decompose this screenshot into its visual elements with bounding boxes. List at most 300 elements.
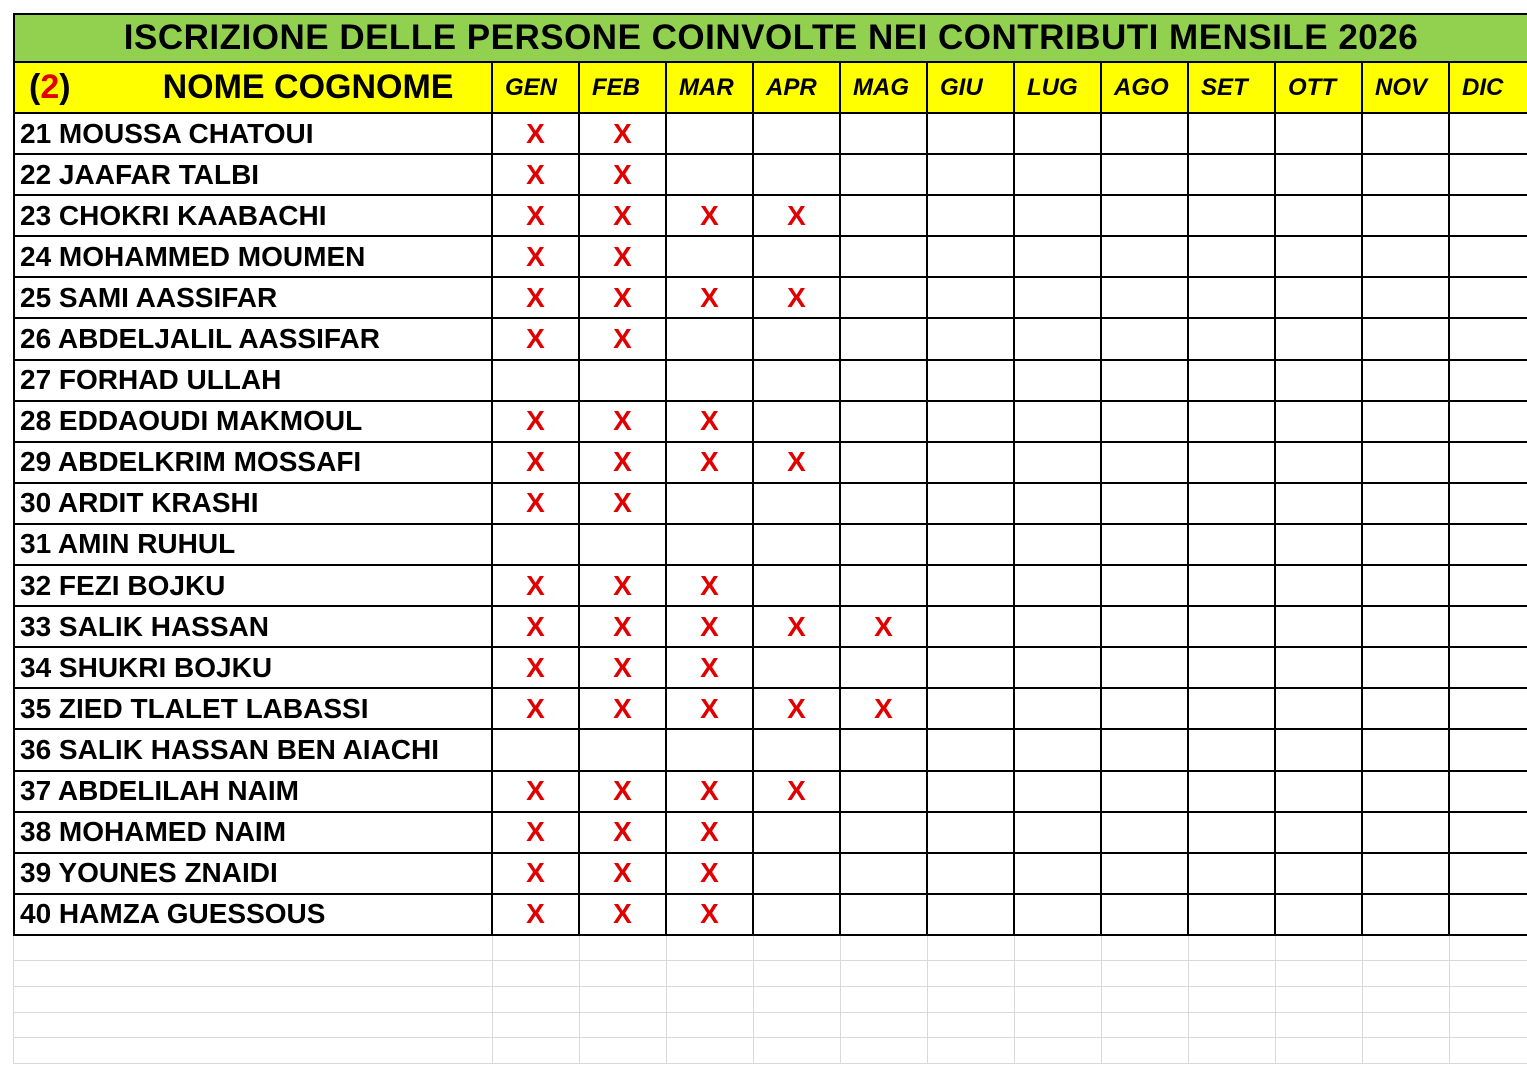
member-name-cell[interactable]: 35 ZIED TLALET LABASSI (13, 689, 493, 730)
month-cell-mar[interactable] (667, 648, 754, 689)
month-cell-ott[interactable] (1276, 772, 1363, 813)
month-cell-apr[interactable] (754, 895, 841, 936)
empty-cell[interactable] (1363, 1038, 1450, 1064)
month-cell-lug[interactable] (1015, 114, 1102, 155)
month-header-gen[interactable]: GEN (493, 63, 580, 114)
month-cell-nov[interactable] (1363, 730, 1450, 771)
month-cell-gen[interactable] (493, 772, 580, 813)
month-header-nov[interactable]: NOV (1363, 63, 1450, 114)
empty-cell[interactable] (841, 961, 928, 987)
empty-cell[interactable] (754, 936, 841, 962)
empty-cell[interactable] (928, 961, 1015, 987)
empty-cell[interactable] (580, 1013, 667, 1039)
month-cell-ott[interactable] (1276, 237, 1363, 278)
month-cell-gen[interactable] (493, 525, 580, 566)
member-name-cell[interactable]: 27 FORHAD ULLAH (13, 361, 493, 402)
month-cell-ago[interactable] (1102, 525, 1189, 566)
month-cell-nov[interactable] (1363, 237, 1450, 278)
month-cell-ott[interactable] (1276, 854, 1363, 895)
month-cell-ott[interactable] (1276, 484, 1363, 525)
month-cell-ago[interactable] (1102, 319, 1189, 360)
month-cell-mar[interactable] (667, 730, 754, 771)
month-cell-ago[interactable] (1102, 155, 1189, 196)
empty-cell[interactable] (1102, 961, 1189, 987)
month-cell-feb[interactable] (580, 361, 667, 402)
month-cell-gen[interactable] (493, 319, 580, 360)
month-cell-feb[interactable] (580, 895, 667, 936)
empty-cell[interactable] (1189, 1013, 1276, 1039)
month-cell-ott[interactable] (1276, 895, 1363, 936)
empty-cell[interactable] (754, 1038, 841, 1064)
month-cell-mar[interactable] (667, 196, 754, 237)
month-cell-dic[interactable] (1450, 155, 1527, 196)
month-cell-mag[interactable] (841, 114, 928, 155)
month-cell-dic[interactable] (1450, 813, 1527, 854)
month-cell-gen[interactable] (493, 443, 580, 484)
month-cell-gen[interactable] (493, 648, 580, 689)
name-column-header[interactable] (13, 63, 493, 114)
month-cell-ago[interactable] (1102, 402, 1189, 443)
empty-cell[interactable] (13, 1038, 493, 1064)
month-cell-giu[interactable] (928, 443, 1015, 484)
month-cell-lug[interactable] (1015, 772, 1102, 813)
month-cell-nov[interactable] (1363, 196, 1450, 237)
month-cell-nov[interactable] (1363, 566, 1450, 607)
month-cell-set[interactable] (1189, 566, 1276, 607)
member-name-cell[interactable]: 38 MOHAMED NAIM (13, 813, 493, 854)
month-cell-lug[interactable] (1015, 730, 1102, 771)
month-cell-apr[interactable] (754, 155, 841, 196)
month-cell-lug[interactable] (1015, 155, 1102, 196)
month-cell-dic[interactable] (1450, 237, 1527, 278)
month-cell-apr[interactable] (754, 114, 841, 155)
empty-cell[interactable] (667, 936, 754, 962)
month-cell-nov[interactable] (1363, 895, 1450, 936)
month-cell-ago[interactable] (1102, 607, 1189, 648)
month-cell-lug[interactable] (1015, 566, 1102, 607)
month-cell-nov[interactable] (1363, 648, 1450, 689)
month-cell-apr[interactable] (754, 319, 841, 360)
month-cell-giu[interactable] (928, 648, 1015, 689)
empty-cell[interactable] (754, 987, 841, 1013)
month-cell-feb[interactable] (580, 772, 667, 813)
month-cell-dic[interactable] (1450, 854, 1527, 895)
month-cell-ago[interactable] (1102, 443, 1189, 484)
month-cell-mag[interactable] (841, 484, 928, 525)
month-cell-feb[interactable] (580, 730, 667, 771)
empty-cell[interactable] (13, 936, 493, 962)
month-cell-feb[interactable] (580, 196, 667, 237)
month-cell-nov[interactable] (1363, 525, 1450, 566)
month-cell-set[interactable] (1189, 484, 1276, 525)
month-header-giu[interactable]: GIU (928, 63, 1015, 114)
month-cell-lug[interactable] (1015, 484, 1102, 525)
month-cell-ago[interactable] (1102, 813, 1189, 854)
month-cell-giu[interactable] (928, 895, 1015, 936)
month-cell-gen[interactable] (493, 361, 580, 402)
empty-cell[interactable] (1189, 987, 1276, 1013)
month-cell-mag[interactable] (841, 525, 928, 566)
month-cell-lug[interactable] (1015, 854, 1102, 895)
month-cell-feb[interactable] (580, 854, 667, 895)
empty-cell[interactable] (493, 1038, 580, 1064)
month-cell-ago[interactable] (1102, 484, 1189, 525)
month-cell-dic[interactable] (1450, 566, 1527, 607)
month-cell-ago[interactable] (1102, 278, 1189, 319)
empty-cell[interactable] (1450, 1013, 1527, 1039)
month-cell-nov[interactable] (1363, 772, 1450, 813)
empty-cell[interactable] (1276, 1038, 1363, 1064)
month-cell-feb[interactable] (580, 237, 667, 278)
month-cell-set[interactable] (1189, 895, 1276, 936)
month-cell-ott[interactable] (1276, 730, 1363, 771)
month-cell-set[interactable] (1189, 402, 1276, 443)
month-cell-ago[interactable] (1102, 196, 1189, 237)
month-cell-giu[interactable] (928, 854, 1015, 895)
month-cell-feb[interactable] (580, 484, 667, 525)
empty-cell[interactable] (667, 1038, 754, 1064)
month-cell-giu[interactable] (928, 319, 1015, 360)
month-cell-feb[interactable] (580, 525, 667, 566)
empty-cell[interactable] (754, 961, 841, 987)
month-cell-ott[interactable] (1276, 155, 1363, 196)
member-name-cell[interactable]: 28 EDDAOUDI MAKMOUL (13, 402, 493, 443)
month-cell-apr[interactable] (754, 730, 841, 771)
empty-cell[interactable] (1015, 1038, 1102, 1064)
month-cell-mar[interactable] (667, 689, 754, 730)
month-cell-gen[interactable] (493, 155, 580, 196)
month-cell-mar[interactable] (667, 361, 754, 402)
month-cell-set[interactable] (1189, 278, 1276, 319)
month-cell-mar[interactable] (667, 772, 754, 813)
empty-cell[interactable] (1450, 1038, 1527, 1064)
empty-cell[interactable] (928, 987, 1015, 1013)
month-cell-feb[interactable] (580, 813, 667, 854)
month-cell-mar[interactable] (667, 484, 754, 525)
month-cell-ott[interactable] (1276, 813, 1363, 854)
month-cell-lug[interactable] (1015, 361, 1102, 402)
sheet-title[interactable]: ISCRIZIONE DELLE PERSONE COINVOLTE NEI CONTRIBUTI MENSILE 2026 (13, 13, 1527, 63)
month-cell-nov[interactable] (1363, 443, 1450, 484)
month-cell-mag[interactable] (841, 237, 928, 278)
month-cell-nov[interactable] (1363, 319, 1450, 360)
month-cell-apr[interactable] (754, 607, 841, 648)
month-cell-giu[interactable] (928, 484, 1015, 525)
month-cell-dic[interactable] (1450, 196, 1527, 237)
month-cell-set[interactable] (1189, 813, 1276, 854)
empty-cell[interactable] (580, 936, 667, 962)
month-cell-lug[interactable] (1015, 648, 1102, 689)
month-cell-apr[interactable] (754, 443, 841, 484)
month-cell-gen[interactable] (493, 607, 580, 648)
empty-cell[interactable] (754, 1013, 841, 1039)
empty-cell[interactable] (841, 1038, 928, 1064)
month-cell-nov[interactable] (1363, 114, 1450, 155)
month-cell-set[interactable] (1189, 361, 1276, 402)
member-name-cell[interactable]: 37 ABDELILAH NAIM (13, 772, 493, 813)
member-name-cell[interactable]: 31 AMIN RUHUL (13, 525, 493, 566)
empty-cell[interactable] (493, 987, 580, 1013)
month-cell-mag[interactable] (841, 402, 928, 443)
month-cell-set[interactable] (1189, 525, 1276, 566)
month-cell-lug[interactable] (1015, 895, 1102, 936)
member-name-cell[interactable]: 22 JAAFAR TALBI (13, 155, 493, 196)
empty-cell[interactable] (1102, 1038, 1189, 1064)
empty-cell[interactable] (667, 961, 754, 987)
empty-cell[interactable] (1015, 936, 1102, 962)
member-name-cell[interactable]: 21 MOUSSA CHATOUI (13, 114, 493, 155)
month-header-dic[interactable]: DIC (1450, 63, 1527, 114)
month-cell-dic[interactable] (1450, 895, 1527, 936)
month-cell-mag[interactable] (841, 278, 928, 319)
member-name-cell[interactable]: 36 SALIK HASSAN BEN AIACHI (13, 730, 493, 771)
month-cell-feb[interactable] (580, 607, 667, 648)
month-cell-lug[interactable] (1015, 319, 1102, 360)
month-cell-apr[interactable] (754, 854, 841, 895)
month-cell-mag[interactable] (841, 566, 928, 607)
month-cell-ago[interactable] (1102, 566, 1189, 607)
month-cell-apr[interactable] (754, 278, 841, 319)
month-cell-ago[interactable] (1102, 895, 1189, 936)
month-cell-dic[interactable] (1450, 689, 1527, 730)
month-cell-gen[interactable] (493, 566, 580, 607)
month-cell-mag[interactable] (841, 607, 928, 648)
month-cell-gen[interactable] (493, 237, 580, 278)
month-header-mag[interactable]: MAG (841, 63, 928, 114)
month-cell-ott[interactable] (1276, 278, 1363, 319)
month-cell-dic[interactable] (1450, 114, 1527, 155)
month-cell-lug[interactable] (1015, 443, 1102, 484)
empty-cell[interactable] (1450, 936, 1527, 962)
month-cell-giu[interactable] (928, 813, 1015, 854)
empty-cell[interactable] (667, 987, 754, 1013)
month-cell-mar[interactable] (667, 402, 754, 443)
month-cell-ago[interactable] (1102, 648, 1189, 689)
month-cell-mar[interactable] (667, 443, 754, 484)
month-header-ago[interactable]: AGO (1102, 63, 1189, 114)
month-cell-mag[interactable] (841, 443, 928, 484)
month-cell-lug[interactable] (1015, 607, 1102, 648)
month-cell-ott[interactable] (1276, 443, 1363, 484)
empty-cell[interactable] (580, 987, 667, 1013)
month-cell-giu[interactable] (928, 689, 1015, 730)
month-cell-nov[interactable] (1363, 402, 1450, 443)
month-cell-ott[interactable] (1276, 114, 1363, 155)
month-cell-ott[interactable] (1276, 402, 1363, 443)
empty-cell[interactable] (841, 1013, 928, 1039)
month-cell-giu[interactable] (928, 196, 1015, 237)
empty-cell[interactable] (928, 1013, 1015, 1039)
month-cell-dic[interactable] (1450, 648, 1527, 689)
month-cell-feb[interactable] (580, 648, 667, 689)
member-name-cell[interactable]: 24 MOHAMMED MOUMEN (13, 237, 493, 278)
empty-cell[interactable] (13, 987, 493, 1013)
empty-cell[interactable] (1102, 987, 1189, 1013)
month-cell-ott[interactable] (1276, 566, 1363, 607)
month-cell-gen[interactable] (493, 689, 580, 730)
member-name-cell[interactable]: 33 SALIK HASSAN (13, 607, 493, 648)
empty-cell[interactable] (13, 961, 493, 987)
empty-cell[interactable] (493, 961, 580, 987)
month-cell-mag[interactable] (841, 813, 928, 854)
month-cell-ago[interactable] (1102, 361, 1189, 402)
month-cell-giu[interactable] (928, 114, 1015, 155)
month-cell-giu[interactable] (928, 607, 1015, 648)
month-cell-ott[interactable] (1276, 319, 1363, 360)
month-cell-apr[interactable] (754, 813, 841, 854)
month-cell-nov[interactable] (1363, 607, 1450, 648)
month-cell-mag[interactable] (841, 319, 928, 360)
month-cell-lug[interactable] (1015, 278, 1102, 319)
month-header-mar[interactable]: MAR (667, 63, 754, 114)
empty-cell[interactable] (1015, 987, 1102, 1013)
month-cell-dic[interactable] (1450, 402, 1527, 443)
month-cell-giu[interactable] (928, 237, 1015, 278)
empty-cell[interactable] (667, 1013, 754, 1039)
month-cell-feb[interactable] (580, 319, 667, 360)
month-cell-gen[interactable] (493, 402, 580, 443)
month-cell-mag[interactable] (841, 895, 928, 936)
month-cell-apr[interactable] (754, 237, 841, 278)
month-cell-ago[interactable] (1102, 730, 1189, 771)
month-cell-giu[interactable] (928, 155, 1015, 196)
month-cell-set[interactable] (1189, 196, 1276, 237)
member-name-cell[interactable]: 29 ABDELKRIM MOSSAFI (13, 443, 493, 484)
empty-cell[interactable] (1102, 1013, 1189, 1039)
month-cell-dic[interactable] (1450, 525, 1527, 566)
month-cell-mar[interactable] (667, 566, 754, 607)
month-cell-set[interactable] (1189, 155, 1276, 196)
month-cell-nov[interactable] (1363, 854, 1450, 895)
month-header-apr[interactable]: APR (754, 63, 841, 114)
month-cell-mar[interactable] (667, 155, 754, 196)
month-cell-dic[interactable] (1450, 484, 1527, 525)
member-name-cell[interactable]: 34 SHUKRI BOJKU (13, 648, 493, 689)
month-cell-feb[interactable] (580, 689, 667, 730)
empty-cell[interactable] (1015, 961, 1102, 987)
empty-cell[interactable] (1450, 961, 1527, 987)
month-cell-nov[interactable] (1363, 813, 1450, 854)
month-cell-gen[interactable] (493, 278, 580, 319)
empty-cell[interactable] (841, 936, 928, 962)
member-name-cell[interactable]: 25 SAMI AASSIFAR (13, 278, 493, 319)
month-cell-mar[interactable] (667, 114, 754, 155)
month-cell-apr[interactable] (754, 566, 841, 607)
empty-cell[interactable] (1363, 961, 1450, 987)
month-cell-dic[interactable] (1450, 319, 1527, 360)
month-cell-set[interactable] (1189, 648, 1276, 689)
empty-cell[interactable] (1276, 987, 1363, 1013)
month-cell-gen[interactable] (493, 484, 580, 525)
empty-cell[interactable] (13, 1013, 493, 1039)
month-cell-mar[interactable] (667, 237, 754, 278)
month-cell-mar[interactable] (667, 854, 754, 895)
member-name-cell[interactable]: 39 YOUNES ZNAIDI (13, 854, 493, 895)
empty-cell[interactable] (493, 936, 580, 962)
month-cell-feb[interactable] (580, 443, 667, 484)
month-cell-ago[interactable] (1102, 772, 1189, 813)
empty-cell[interactable] (1276, 1013, 1363, 1039)
month-cell-ago[interactable] (1102, 854, 1189, 895)
member-name-cell[interactable]: 30 ARDIT KRASHI (13, 484, 493, 525)
month-cell-ott[interactable] (1276, 525, 1363, 566)
empty-cell[interactable] (1363, 1013, 1450, 1039)
month-cell-nov[interactable] (1363, 689, 1450, 730)
month-cell-mag[interactable] (841, 648, 928, 689)
empty-cell[interactable] (493, 1013, 580, 1039)
empty-cell[interactable] (1450, 987, 1527, 1013)
month-cell-nov[interactable] (1363, 484, 1450, 525)
month-cell-giu[interactable] (928, 525, 1015, 566)
month-cell-feb[interactable] (580, 114, 667, 155)
member-name-cell[interactable]: 23 CHOKRI KAABACHI (13, 196, 493, 237)
month-cell-dic[interactable] (1450, 730, 1527, 771)
empty-cell[interactable] (1015, 1013, 1102, 1039)
month-cell-lug[interactable] (1015, 402, 1102, 443)
month-cell-nov[interactable] (1363, 361, 1450, 402)
month-cell-ago[interactable] (1102, 237, 1189, 278)
month-cell-gen[interactable] (493, 854, 580, 895)
month-cell-set[interactable] (1189, 114, 1276, 155)
empty-cell[interactable] (1363, 936, 1450, 962)
month-cell-giu[interactable] (928, 772, 1015, 813)
empty-cell[interactable] (580, 961, 667, 987)
month-header-feb[interactable]: FEB (580, 63, 667, 114)
month-cell-mag[interactable] (841, 361, 928, 402)
month-cell-giu[interactable] (928, 278, 1015, 319)
month-cell-set[interactable] (1189, 854, 1276, 895)
month-cell-lug[interactable] (1015, 689, 1102, 730)
month-cell-mar[interactable] (667, 607, 754, 648)
month-cell-apr[interactable] (754, 525, 841, 566)
empty-cell[interactable] (841, 987, 928, 1013)
month-cell-nov[interactable] (1363, 278, 1450, 319)
month-cell-giu[interactable] (928, 361, 1015, 402)
month-cell-set[interactable] (1189, 607, 1276, 648)
month-cell-ott[interactable] (1276, 196, 1363, 237)
month-cell-apr[interactable] (754, 772, 841, 813)
member-name-cell[interactable]: 26 ABDELJALIL AASSIFAR (13, 319, 493, 360)
month-cell-ott[interactable] (1276, 607, 1363, 648)
month-cell-lug[interactable] (1015, 525, 1102, 566)
month-cell-giu[interactable] (928, 566, 1015, 607)
month-cell-lug[interactable] (1015, 196, 1102, 237)
month-cell-dic[interactable] (1450, 772, 1527, 813)
month-cell-apr[interactable] (754, 648, 841, 689)
month-cell-mag[interactable] (841, 689, 928, 730)
month-cell-gen[interactable] (493, 813, 580, 854)
month-cell-gen[interactable] (493, 114, 580, 155)
month-cell-ott[interactable] (1276, 689, 1363, 730)
empty-cell[interactable] (928, 1038, 1015, 1064)
empty-cell[interactable] (1189, 936, 1276, 962)
month-cell-mag[interactable] (841, 854, 928, 895)
month-header-ott[interactable]: OTT (1276, 63, 1363, 114)
month-header-set[interactable]: SET (1189, 63, 1276, 114)
month-cell-apr[interactable] (754, 361, 841, 402)
empty-cell[interactable] (1276, 961, 1363, 987)
month-cell-mar[interactable] (667, 525, 754, 566)
month-cell-set[interactable] (1189, 237, 1276, 278)
month-cell-feb[interactable] (580, 278, 667, 319)
month-cell-set[interactable] (1189, 443, 1276, 484)
month-cell-mar[interactable] (667, 895, 754, 936)
month-cell-lug[interactable] (1015, 237, 1102, 278)
month-cell-mag[interactable] (841, 772, 928, 813)
month-cell-gen[interactable] (493, 196, 580, 237)
month-cell-ott[interactable] (1276, 361, 1363, 402)
month-cell-ago[interactable] (1102, 114, 1189, 155)
